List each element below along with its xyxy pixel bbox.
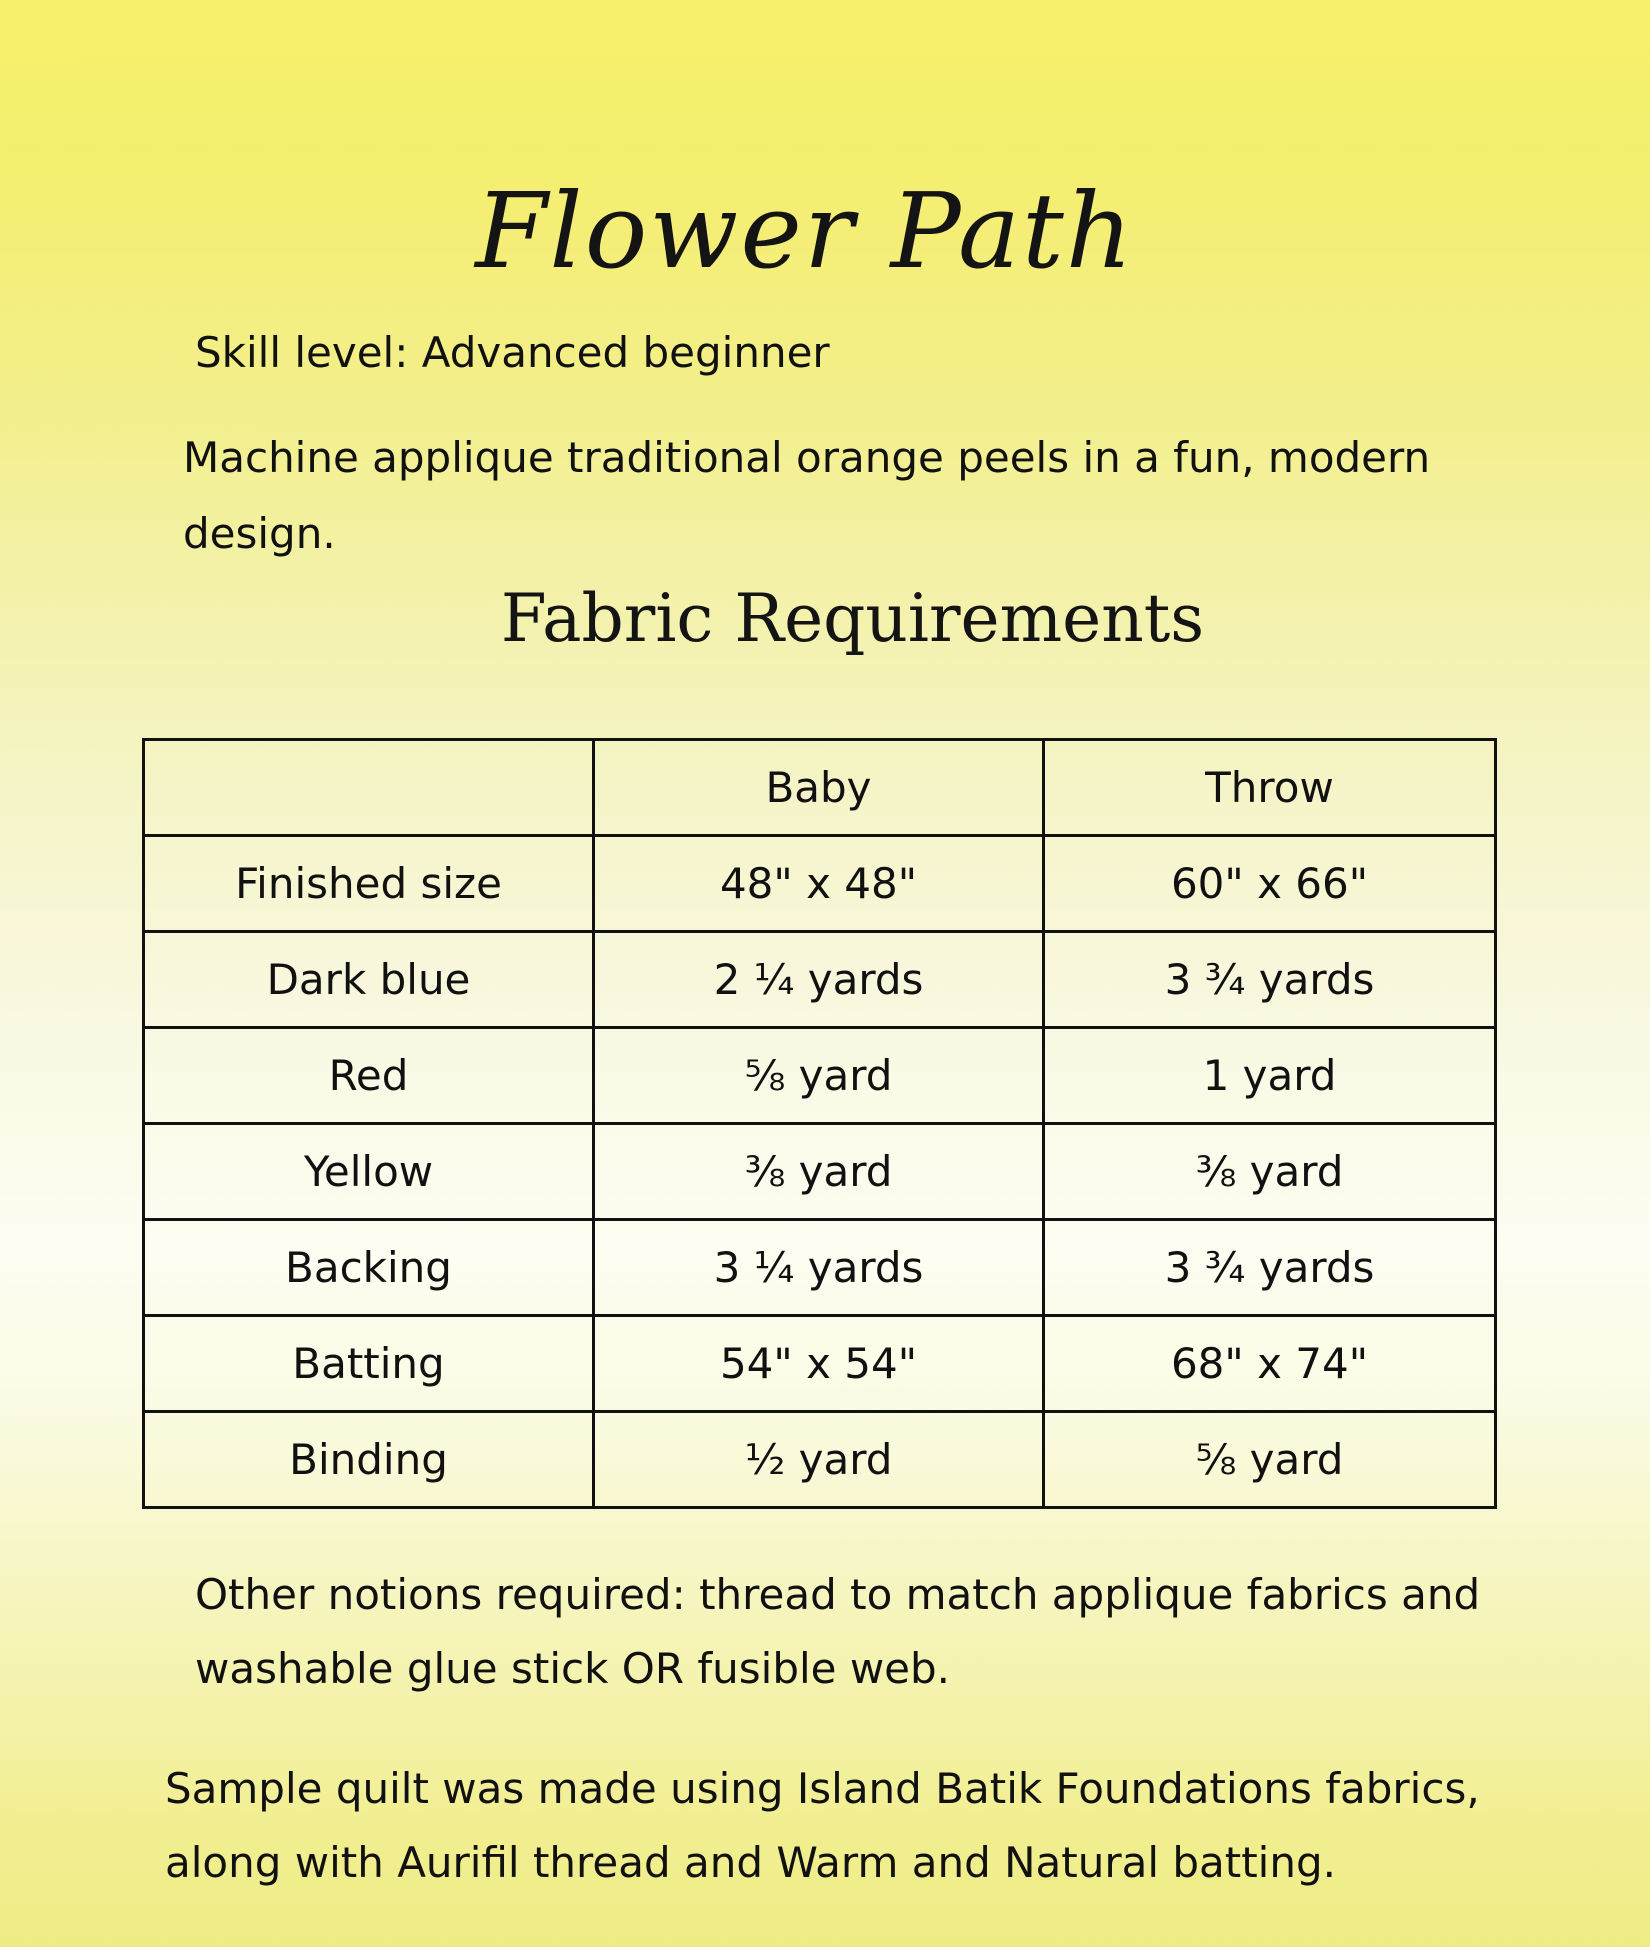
pattern-description: Machine applique traditional orange peels in a fun, modern design. [183,433,1431,558]
skill-level: Skill level: Advanced beginner [195,328,830,377]
header-cell-throw: Throw [1044,740,1496,836]
baby-value: 3 ¼ yards [594,1220,1044,1316]
table-row [144,1028,1496,1124]
table-row [144,1220,1496,1316]
row-label: Yellow [144,1124,594,1220]
row-label: Red [144,1028,594,1124]
table-row [144,1412,1496,1508]
baby-value: ⅝ yard [594,1028,1044,1124]
pattern-title: Flower Path [475,170,1135,292]
throw-value: 68" x 74" [1044,1316,1496,1412]
throw-value: 60" x 66" [1044,836,1496,932]
row-label: Dark blue [144,932,594,1028]
throw-value: 3 ¾ yards [1044,932,1496,1028]
table-row [144,1124,1496,1220]
other-notions: Other notions required: thread to match applique fabrics and washable glue stick OR fusible web. [195,1570,1481,1693]
throw-value: ⅜ yard [1044,1124,1496,1220]
throw-value: 3 ¾ yards [1044,1220,1496,1316]
row-label: Backing [144,1220,594,1316]
table-row [144,1316,1496,1412]
baby-value: 48" x 48" [594,836,1044,932]
sample-quilt-note: Sample quilt was made using Island Batik Foundations fabrics, along with Aurifil thread and Warm and Natural batting. [165,1764,1480,1887]
fabric-requirements-heading: Fabric Requirements [500,580,1205,657]
throw-value: ⅝ yard [1044,1412,1496,1508]
row-label: Binding [144,1412,594,1508]
baby-value: 54" x 54" [594,1316,1044,1412]
baby-value: ⅜ yard [594,1124,1044,1220]
baby-value: 2 ¼ yards [594,932,1044,1028]
baby-value: ½ yard [594,1412,1044,1508]
throw-value: 1 yard [1044,1028,1496,1124]
fabric-requirements-table [142,738,1497,1509]
row-label: Finished size [144,836,594,932]
table-row [144,836,1496,932]
table-header-row [144,740,1496,836]
table-row [144,932,1496,1028]
row-label: Batting [144,1316,594,1412]
header-cell-baby: Baby [594,740,1044,836]
header-cell [144,740,594,836]
